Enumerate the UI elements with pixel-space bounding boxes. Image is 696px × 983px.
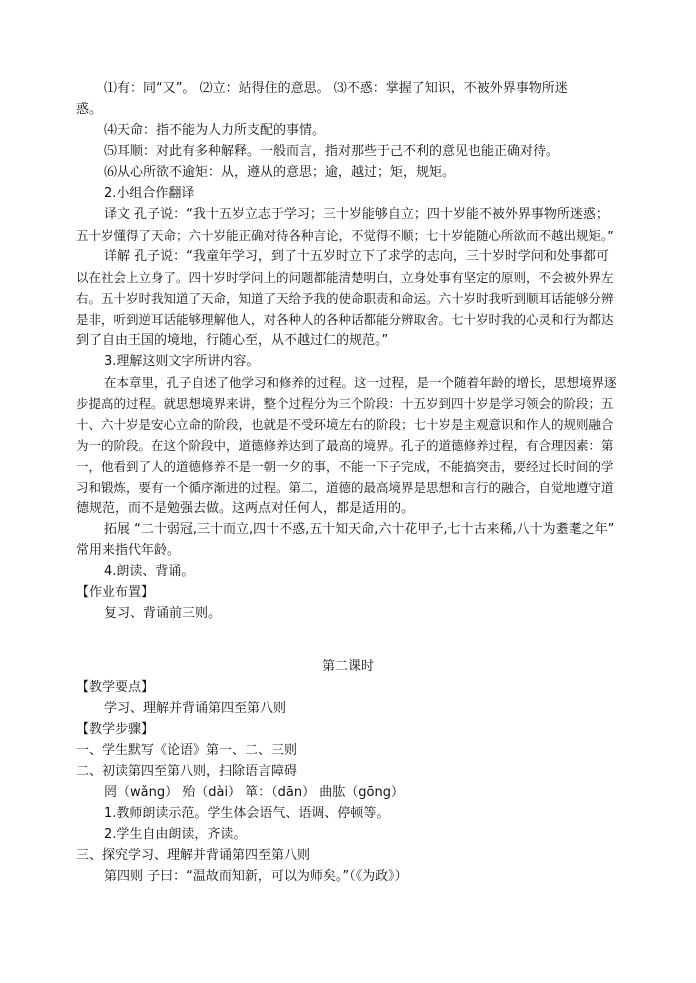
analysis-line-5: 一，他看到了人的道德修养不是一朝一夕的事，不能一下子完成，不能搞突击，要经过长时间的学 (76, 459, 614, 474)
analysis-line-2: 步提高的过程。就思想境界来讲，整个过程分为三个阶段：十五岁到四十岁是学习领会的阶段；五 (76, 396, 614, 411)
section-title: 第二课时 (321, 659, 374, 674)
step-2-heading: 2.小组合作翻译 (104, 186, 195, 201)
passage-four: 第四则 子曰：“温故而知新，可以为师矣。”（《为政》） (104, 869, 408, 884)
explanation-line-4: 是非，听到逆耳话能够理解他人，对各种人的各种话都能分辨取舍。七十岁时我的心灵和行为都达 (76, 312, 614, 327)
explanation-line-1: 详解 孔子说：“我童年学习，到了十五岁时立下了求学的志向，三十岁时学问和处事都可 (104, 249, 609, 264)
translation-line-2: 五十岁懂得了天命；六十岁能正确对待各种言论，不觉得不顺；七十岁能随心所欲而不越出规矩。” (76, 228, 614, 243)
homework-heading: 【作业布置】 (76, 585, 155, 600)
homework-content: 复习、背诵前三则。 (104, 606, 222, 621)
analysis-line-1: 在本章里，孔子自述了他学习和修养的过程。这一过程，是一个随着年龄的增长，思想境界逐 (104, 375, 617, 390)
key-points-content: 学习、理解并背诵第四至第八则 (104, 701, 287, 716)
note-3-cont: 惑。 (76, 102, 103, 117)
step-two-sub-1: 1.教师朗读示范。学生体会语气、语调、停顿等。 (104, 806, 390, 821)
note-6: ⑹从心所欲不逾矩：从，遵从的意思；逾，越过；矩，规矩。 (104, 165, 456, 180)
note-5: ⑸耳顺：对此有多种解释。一般而言，指对那些于己不利的意见也能正确对待。 (104, 144, 560, 159)
steps-heading: 【教学步骤】 (76, 722, 155, 737)
analysis-line-6: 习和锻炼，要有一个循序渐进的过程。第二，道德的最高境界是思想和言行的融合，自觉地遵守道 (76, 480, 614, 495)
step-4-heading: 4.朗读、背诵。 (104, 564, 195, 579)
step-two: 二、初读第四至第八则，扫除语言障碍 (76, 764, 298, 779)
extension-line-1: 拓展 “二十弱冠,三十而立,四十不惑,五十知天命,六十花甲子,七十古来稀,八十为耋耄之年” (104, 522, 615, 537)
step-one: 一、学生默写《论语》第一、二、三则 (76, 743, 298, 758)
explanation-line-5: 到了自由王国的境地，行随心至，从不越过仁的规范。” (76, 333, 389, 348)
note-1-3: ⑴有：同“又”。 ⑵立：站得住的意思。 ⑶不惑：掌握了知识，不被外界事物所迷 (104, 81, 568, 96)
explanation-line-2: 以在社会上立身了。四十岁时学问上的问题都能清楚明白，立身处事有坚定的原则，不会被外界左 (76, 270, 614, 285)
step-three: 三、探究学习、理解并背诵第四至第八则 (76, 848, 311, 863)
analysis-line-3: 十、六十岁是安心立命的阶段，也就是不受环境左右的阶段；七十岁是主观意识和作人的规则融合 (76, 417, 614, 432)
explanation-line-3: 右。五十岁时我知道了天命，知道了天给予我的使命职责和命运。六十岁时我听到顺耳话能够分辨 (76, 291, 614, 306)
analysis-line-7: 德规范，而不是勉强去做。这两点对任何人，都是适用的。 (76, 501, 415, 516)
pronunciation-line: 罔（wǎng） 殆（dài） 箪：（dān） 曲肱（gōng） (104, 785, 404, 800)
step-3-heading: 3.理解这则文字所讲内容。 (104, 354, 260, 369)
note-4: ⑷天命：指不能为人力所支配的事情。 (104, 123, 326, 138)
key-points-heading: 【教学要点】 (76, 680, 155, 695)
extension-line-2: 常用来指代年龄。 (76, 543, 181, 558)
translation-line-1: 译文 孔子说：“我十五岁立志于学习；三十岁能够自立；四十岁能不被外界事物所迷惑； (104, 207, 609, 222)
step-two-sub-2: 2.学生自由朗读，齐读。 (104, 827, 247, 842)
analysis-line-4: 为一的阶段。在这个阶段中，道德修养达到了最高的境界。孔子的道德修养过程，有合理因素：第 (76, 438, 614, 453)
